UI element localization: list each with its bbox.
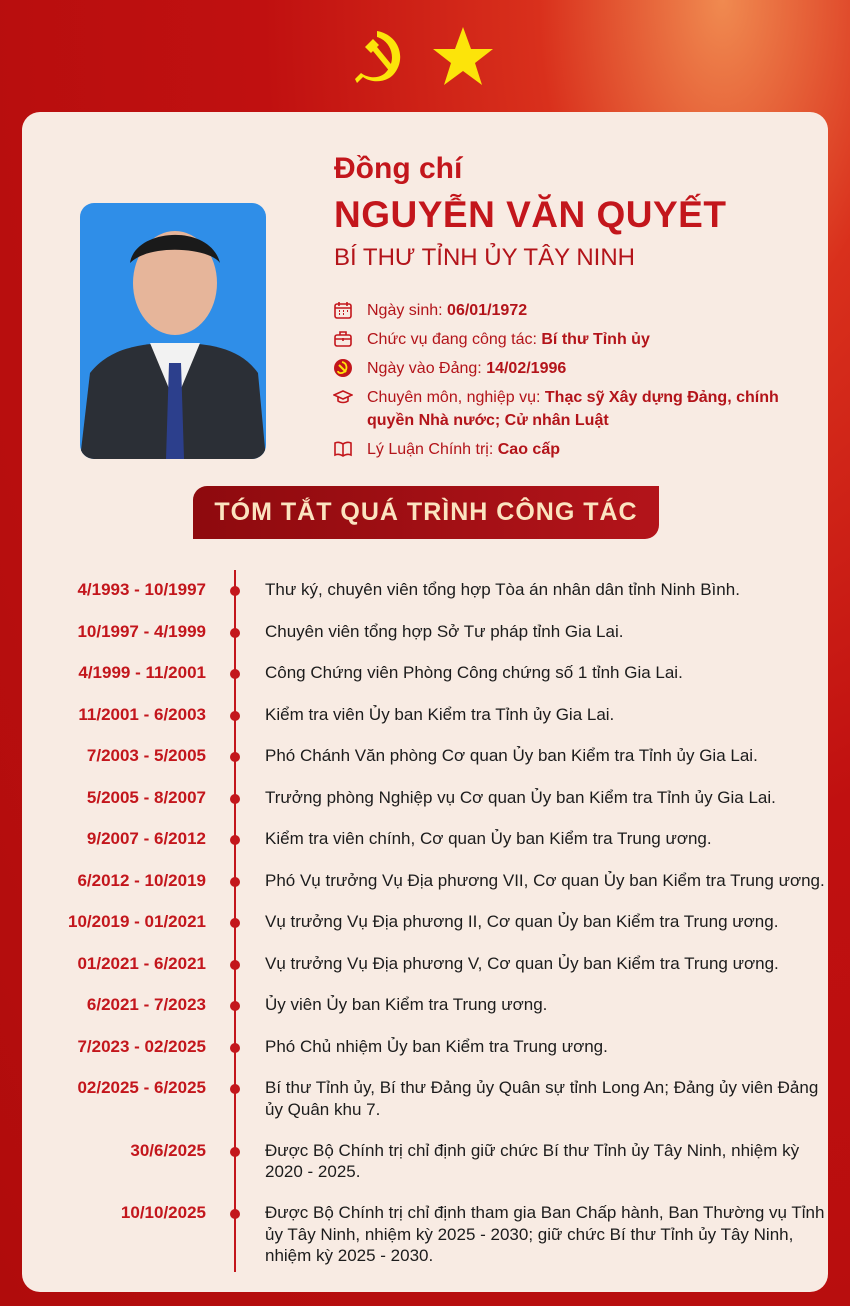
- info-label: Ngày sinh:: [367, 302, 448, 319]
- timeline-description: Trưởng phòng Nghiệp vụ Cơ quan Ủy ban Kiểm tra Tỉnh ủy Gia Lai.: [265, 787, 776, 807]
- section-title: TÓM TẮT QUÁ TRÌNH CÔNG TÁC: [193, 486, 659, 539]
- info-item: [332, 328, 802, 351]
- timeline-entry: [22, 570, 828, 612]
- timeline-dot: [230, 835, 240, 845]
- person-title: BÍ THƯ TỈNH ỦY TÂY NINH: [334, 244, 636, 271]
- info-label: Ngày vào Đảng:: [367, 360, 487, 377]
- timeline-date: 10/1997 - 4/1999: [77, 621, 206, 641]
- portrait-photo: [80, 203, 266, 459]
- info-text: [367, 328, 650, 351]
- timeline-date: 01/2021 - 6/2021: [77, 953, 206, 973]
- timeline-entry: [22, 944, 828, 986]
- timeline-description: Công Chứng viên Phòng Công chứng số 1 tỉnh Gia Lai.: [265, 663, 683, 682]
- info-item: [332, 438, 802, 461]
- timeline-date: 10/10/2025: [120, 1203, 206, 1222]
- timeline-dot: [230, 1043, 240, 1053]
- timeline-entry: [22, 612, 828, 654]
- timeline-dot: [230, 794, 240, 804]
- timeline-dot: [230, 918, 240, 928]
- timeline-date: 5/2005 - 8/2007: [86, 787, 206, 807]
- info-label: Chức vụ đang công tác:: [367, 331, 542, 348]
- info-text: [367, 357, 566, 380]
- timeline-date: 4/1999 - 11/2001: [78, 663, 206, 682]
- timeline-entry: [22, 1131, 828, 1194]
- info-item: [332, 299, 802, 322]
- timeline-date: 10/2019 - 01/2021: [67, 912, 206, 931]
- greeting: Đồng chí: [334, 152, 463, 185]
- info-value: 14/02/1996: [486, 360, 567, 377]
- timeline-dot: [230, 711, 240, 721]
- timeline-entry: [22, 819, 828, 861]
- timeline-dot: [230, 628, 240, 638]
- book-icon: [332, 438, 354, 460]
- timeline-description: Phó Vụ trưởng Vụ Địa phương VII, Cơ quan Ủy ban Kiểm tra Trung ương.: [265, 870, 825, 890]
- timeline-entry: [22, 778, 828, 820]
- timeline-date: 7/2023 - 02/2025: [77, 1036, 206, 1056]
- timeline-dot: [230, 1001, 240, 1011]
- briefcase-icon: [332, 328, 354, 350]
- timeline-entry: [22, 695, 828, 737]
- timeline-description: Được Bộ Chính trị chỉ định tham gia Ban Chấp hành, Ban Thường vụ Tỉnh ủy Tây Ninh, nhiệm kỳ 2025 - 2030; giữ chức Bí thư Tỉnh ủy Tây Ninh, nhiệm kỳ 2025 - 2030.: [265, 1203, 825, 1265]
- timeline-dot: [230, 960, 240, 970]
- timeline-date: 7/2003 - 5/2005: [86, 746, 206, 765]
- timeline-description: Chuyên viên tổng hợp Sở Tư pháp tỉnh Gia Lai.: [265, 621, 624, 641]
- timeline-entry: [22, 902, 828, 944]
- timeline-description: Ủy viên Ủy ban Kiểm tra Trung ương.: [265, 995, 548, 1014]
- info-value: 06/01/1972: [447, 302, 528, 319]
- timeline-description: Phó Chủ nhiệm Ủy ban Kiểm tra Trung ương.: [265, 1036, 608, 1056]
- profile-card: [22, 112, 828, 1292]
- timeline-entry: [22, 1027, 828, 1069]
- timeline-date: 9/2007 - 6/2012: [86, 829, 206, 848]
- calendar-icon: [332, 299, 354, 321]
- timeline-entry: [22, 985, 828, 1027]
- info-label: Lý Luận Chính trị:: [367, 441, 498, 458]
- timeline-dot: [230, 1084, 240, 1094]
- info-item: [332, 357, 802, 380]
- timeline-date: 6/2021 - 7/2023: [86, 995, 206, 1014]
- info-text: [367, 386, 802, 432]
- info-list: [332, 299, 802, 467]
- timeline-description: Vụ trưởng Vụ Địa phương V, Cơ quan Ủy ban Kiểm tra Trung ương.: [265, 953, 779, 973]
- info-value: Bí thư Tỉnh ủy: [541, 331, 650, 348]
- info-item: [332, 386, 802, 432]
- timeline-date: 11/2001 - 6/2003: [78, 704, 206, 724]
- career-timeline: [22, 570, 828, 1277]
- person-name: NGUYỄN VĂN QUYẾT: [334, 194, 727, 235]
- graduation-cap-icon: [332, 386, 354, 408]
- timeline-description: Thư ký, chuyên viên tổng hợp Tòa án nhân dân tỉnh Ninh Bình.: [265, 580, 740, 599]
- timeline-dot: [230, 586, 240, 596]
- timeline-date: 02/2025 - 6/2025: [77, 1078, 206, 1097]
- timeline-description: Kiểm tra viên Ủy ban Kiểm tra Tỉnh ủy Gia Lai.: [265, 704, 615, 724]
- timeline-entry: [22, 1193, 828, 1277]
- timeline-description: Bí thư Tỉnh ủy, Bí thư Đảng ủy Quân sự tỉnh Long An; Đảng ủy viên Đảng ủy Quân khu 7.: [265, 1078, 819, 1119]
- timeline-description: Được Bộ Chính trị chỉ định giữ chức Bí thư Tỉnh ủy Tây Ninh, nhiệm kỳ 2020 - 2025.: [265, 1140, 800, 1181]
- timeline-dot: [230, 752, 240, 762]
- info-value: Cao cấp: [497, 441, 560, 458]
- info-text: [367, 299, 527, 322]
- timeline-entry: [22, 861, 828, 903]
- timeline-description: Vụ trưởng Vụ Địa phương II, Cơ quan Ủy ban Kiểm tra Trung ương.: [265, 912, 779, 931]
- party-emblem-icon: [355, 25, 495, 90]
- info-label: Chuyên môn, nghiệp vụ:: [367, 389, 545, 406]
- timeline-entry: [22, 736, 828, 778]
- timeline-description: Kiểm tra viên chính, Cơ quan Ủy ban Kiểm tra Trung ương.: [265, 829, 712, 848]
- timeline-entry: [22, 653, 828, 695]
- timeline-dot: [230, 1147, 240, 1157]
- timeline-date: 6/2012 - 10/2019: [77, 870, 206, 890]
- timeline-description: Phó Chánh Văn phòng Cơ quan Ủy ban Kiểm tra Tỉnh ủy Gia Lai.: [265, 746, 758, 765]
- timeline-date: 30/6/2025: [130, 1140, 206, 1160]
- timeline-dot: [230, 877, 240, 887]
- timeline-dot: [230, 1209, 240, 1219]
- party-emblem-icon: [332, 357, 354, 379]
- timeline-dot: [230, 669, 240, 679]
- info-text: [367, 438, 560, 461]
- info-value: Thạc sỹ Xây dựng Đảng, chính quyền Nhà nước; Cử nhân Luật: [367, 389, 779, 429]
- timeline-entry: [22, 1068, 828, 1131]
- timeline-date: 4/1993 - 10/1997: [77, 580, 206, 599]
